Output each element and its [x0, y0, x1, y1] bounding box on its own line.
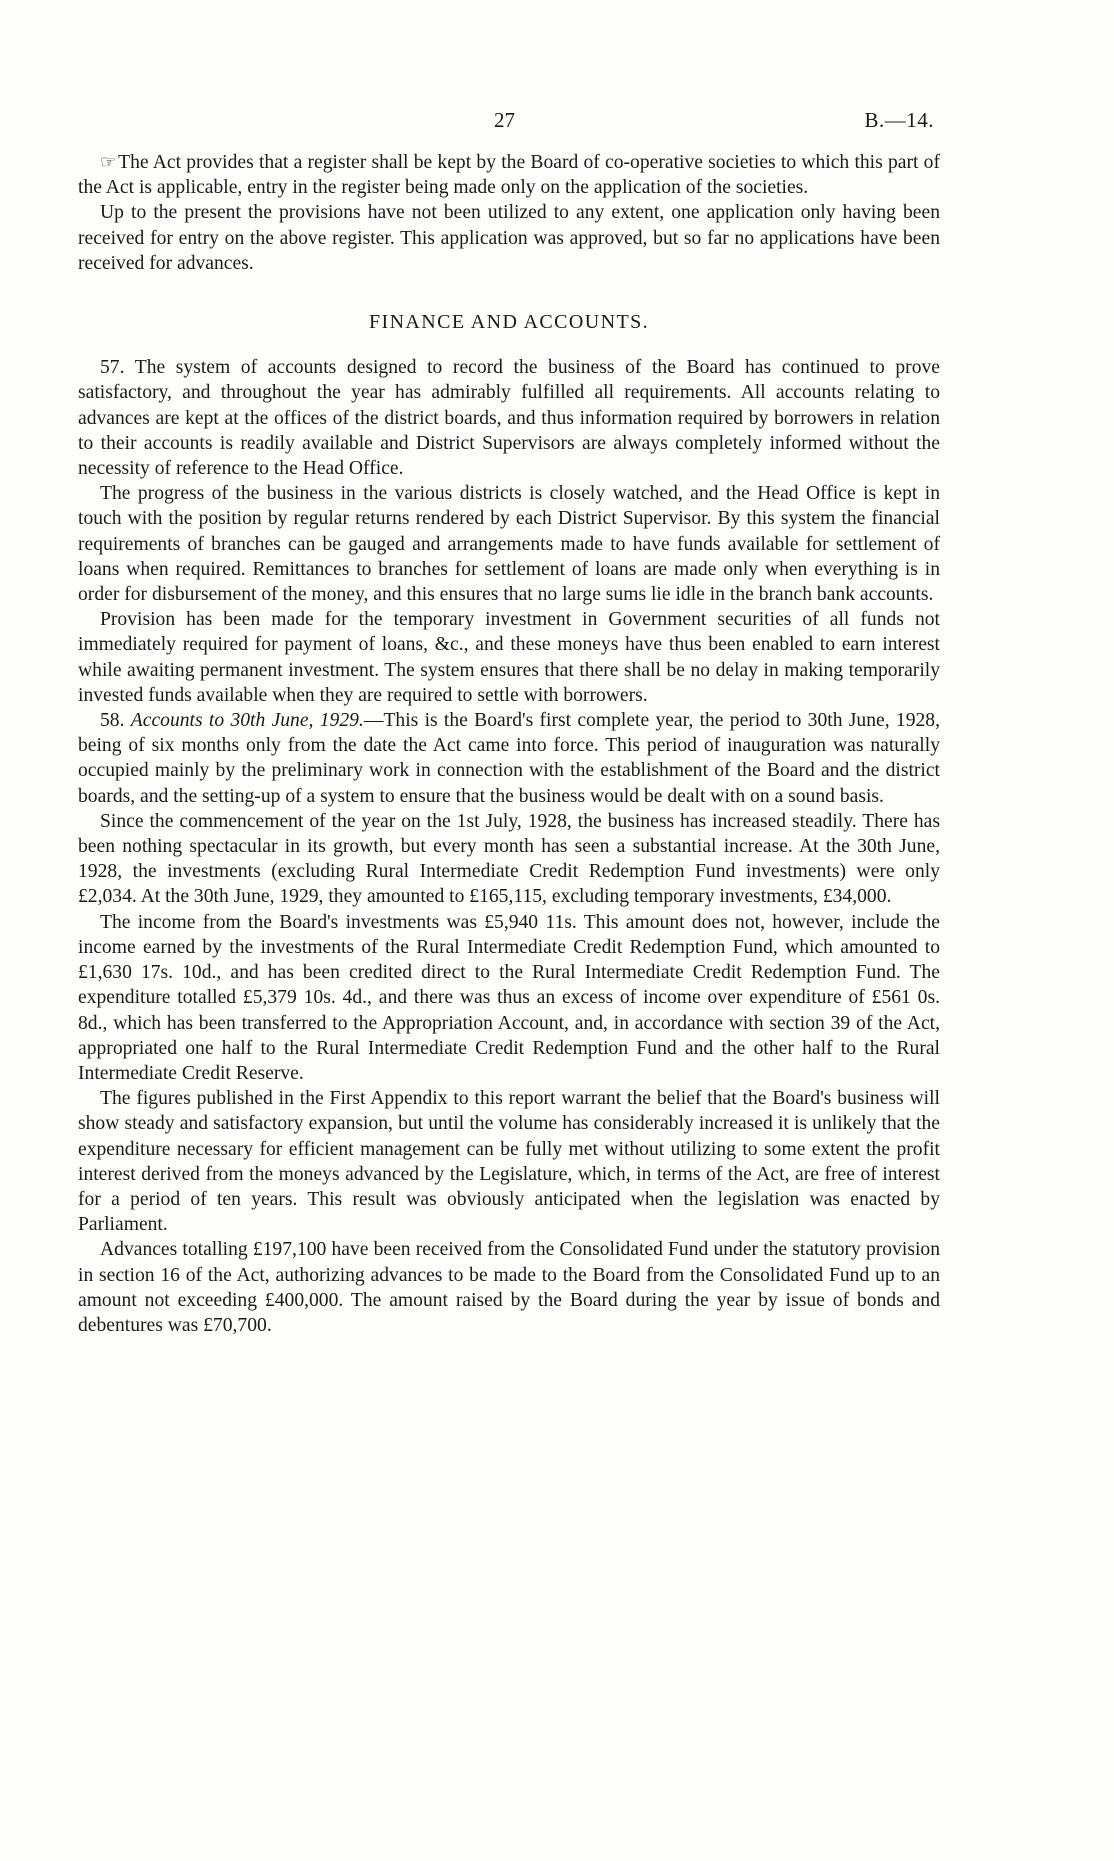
paragraph-register: [78, 150, 940, 200]
page-header: [0, 108, 1114, 138]
body-text: [78, 150, 940, 1338]
paragraph-progress: The progress of the business in the various districts is closely watched, and the Head Office is kept in touch with the position by regular returns rendered by each District Supervisor. By this system the financial requirements of branches can be gauged and arrangements made to have funds available for settlement of loans when required. Remittances to branches for settlement of loans are made only when everything is in order for disbursement of the money, and this ensures that no large sums lie idle in the branch bank accounts.: [78, 483, 940, 606]
paragraph-advances: Advances totalling £197,100 have been received from the Consolidated Fund under the statutory provision in section 16 of the Act, authorizing advances to be made to the Board from the Consolidated Fund up to an amount not exceeding £400,000. The amount raised by the Board during the year by issue of bonds and debentures was £70,700.: [78, 1239, 940, 1336]
paragraph-accounts-text: —This is the Board's first complete year, the period to 30th June, 1928, being of six months only from the date the Act came into force. This period of inauguration was naturally occupied mainly by the preliminary work in connection with the establishment of the Board and the district boards, and the setting-up of a system to ensure that the business would be dealt with on a sound basis.: [78, 710, 940, 807]
paragraph-figures: The figures published in the First Appendix to this report warrant the belief that the Board's business will show steady and satisfactory expansion, but until the volume has considerably increased it is unlikely that the expenditure necessary for efficient management can be fully met without utilizing to some extent the profit interest derived from the moneys advanced by the Legislature, which, in terms of the Act, are free of interest for a period of ten years. This result was obviously anticipated when the legislation was enacted by Parliament.: [78, 1088, 940, 1236]
paragraph-title: Accounts to 30th June, 1929.: [130, 710, 364, 732]
paragraph-system-of-accounts: 57. The system of accounts designed to record the business of the Board has continued to prove satisfactory, and throughout the year has admirably fulfilled all requirements. All accounts relating to advances are kept at the offices of the district boards, and thus information required by borrowers in relation to their accounts is readily available and District Supervisors are always completely informed without the necessity of reference to the Head Office.: [78, 357, 940, 480]
page-number: 27: [494, 108, 515, 132]
paragraph-income: The income from the Board's investments was £5,940 11s. This amount does not, however, include the income earned by the investments of the Rural Intermediate Credit Redemption Fund, which amounted to £1,630 17s. 10d., and has been credited direct to the Rural Intermediate Credit Redemption Fund. The expenditure totalled £5,379 10s. 4d., and there was thus an excess of income over expenditure of £561 0s. 8d., which has been transferred to the Appropriation Account, and, in accordance with section 39 of the Act, appropriated one half to the Rural Intermediate Credit Redemption Fund and the other half to the Rural Intermediate Credit Reserve.: [78, 911, 940, 1084]
paragraph-provisions: Up to the present the provisions have not been utilized to any extent, one application only having been received for entry on the above register. This application was approved, but so far no applications have been received for advances.: [78, 202, 940, 274]
paragraph-commencement: Since the commencement of the year on the 1st July, 1928, the business has increased steadily. There has been nothing spectacular in its growth, but every month has seen a substantial increase. At the 30th June, 1928, the investments (excluding Rural Intermediate Credit Redemption Fund investments) were only £2,034. At the 30th June, 1929, they amounted to £165,115, excluding temporary investments, £34,000.: [78, 810, 940, 908]
section-heading: FINANCE AND ACCOUNTS.: [369, 311, 649, 334]
document-reference: B.—14.: [864, 108, 934, 132]
paragraph-register-text: The Act provides that a register shall be kept by the Board of co-operative societies to which this part of the Act is applicable, entry in the register being made only on the application of the societies.: [78, 152, 940, 199]
paragraph-accounts-1929: [78, 708, 940, 809]
pointing-hand-icon: ☞: [100, 152, 117, 172]
paragraph-number: 58.: [100, 710, 125, 732]
paragraph-provision: Provision has been made for the temporary investment in Government securities of all funds not immediately required for payment of loans, &c., and these moneys have thus been enabled to earn interest while awaiting permanent investment. The system ensures that there shall be no delay in making temporarily invested funds available when they are required to settle with borrowers.: [78, 609, 940, 706]
